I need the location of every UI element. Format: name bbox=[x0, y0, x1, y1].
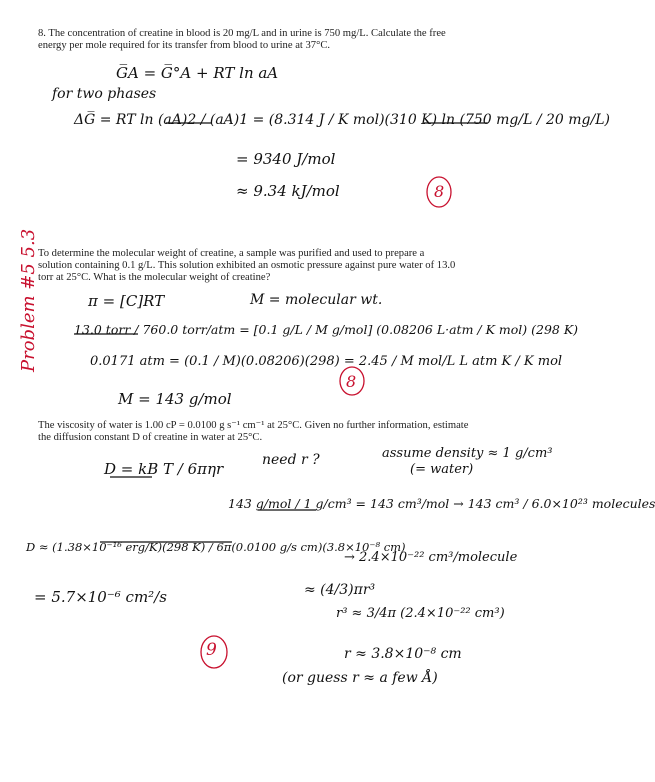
grade-circle-problem-8 bbox=[427, 177, 451, 207]
hw-10-stokes-einstein: D = kB T / 6πηr bbox=[104, 460, 224, 478]
hw-10-volume-per-molecule: → 2.4×10⁻²² cm³/molecule bbox=[344, 550, 518, 565]
problem-8-prompt-line2: energy per mole required for its transfer from blood to urine at 37°C. bbox=[38, 40, 331, 51]
hw-8-two-phases: for two phases bbox=[52, 86, 157, 102]
grade-circles bbox=[201, 177, 451, 668]
hw-9-setup-equation: 13.0 torr / 760.0 torr/atm = [0.1 g/L / M g/mol] (0.08206 L·atm / K mol) (298 K) bbox=[74, 322, 579, 337]
hw-10-diffusion-result: = 5.7×10⁻⁶ cm²/s bbox=[34, 588, 167, 606]
hw-9-molecular-weight-result: M = 143 g/mol bbox=[118, 390, 232, 408]
grade-circle-problem-9 bbox=[340, 367, 364, 395]
hw-10-need-r: need r ? bbox=[262, 452, 320, 468]
problem-9-prompt-line2: solution containing 0.1 g/L. This solution exhibited an osmotic pressure against pure water of 13.0 bbox=[38, 260, 456, 271]
hw-10-guess-radius: (or guess r ≈ a few Å) bbox=[282, 670, 438, 686]
hw-10-molar-volume: 143 g/mol / 1 g/cm³ = 143 cm³/mol → 143 cm³ / 6.0×10²³ molecules bbox=[228, 496, 655, 511]
problem-number-margin-label: Problem #5 5.3 bbox=[18, 228, 39, 372]
hw-10-diffusion-substitution: D ≈ (1.38×10⁻¹⁶ erg/K)(298 K) / 6π(0.0100 g/s cm)(3.8×10⁻⁸ cm) bbox=[26, 540, 406, 554]
hw-8-chemical-potential: G̅A = G̅°A + RT ln aA bbox=[116, 64, 279, 82]
problem-9-prompt-line1: To determine the molecular weight of creatine, a sample was purified and used to prepare a bbox=[38, 248, 425, 259]
problem-9-prompt-line3: torr at 25°C. What is the molecular weight of creatine? bbox=[38, 272, 271, 283]
hw-10-assume-density: assume density ≈ 1 g/cm³ bbox=[382, 446, 553, 461]
hw-8-delta-g-equation: ΔG̅ = RT ln (aA)2 / (aA)1 = (8.314 J / K mol)(310 K) ln (750 mg/L / 20 mg/L) bbox=[74, 112, 610, 128]
hw-9-osmotic-pressure: π = [C]RT bbox=[88, 292, 165, 310]
problem-10-prompt-line2: the diffusion constant D of creatine in water at 25°C. bbox=[38, 432, 263, 443]
problem-10-prompt-line1: The viscosity of water is 1.00 cP = 0.0100 g s⁻¹ cm⁻¹ at 25°C. Given no further information, estimate bbox=[38, 420, 469, 431]
hw-9-solve-equation: 0.0171 atm = (0.1 / M)(0.08206)(298) = 2.45 / M mol/L L atm K / K mol bbox=[90, 354, 563, 369]
fraction-bars bbox=[74, 123, 488, 542]
problem-8-prompt-line1: 8. The concentration of creatine in blood is 20 mg/L and in urine is 750 mg/L. Calculate the free bbox=[38, 28, 446, 39]
grade-score-problem-10: 9 bbox=[206, 640, 217, 660]
grade-score-problem-9: 8 bbox=[346, 372, 357, 391]
hw-10-sphere-volume: ≈ (4/3)πr³ bbox=[304, 582, 376, 598]
hw-10-r-cubed: r³ ≈ 3/4π (2.4×10⁻²² cm³) bbox=[336, 606, 505, 621]
hw-10-radius-result: r ≈ 3.8×10⁻⁸ cm bbox=[344, 646, 462, 662]
hw-8-result-kilojoules: ≈ 9.34 kJ/mol bbox=[236, 182, 340, 200]
grade-score-problem-8: 8 bbox=[434, 182, 445, 201]
hw-8-result-joules: = 9340 J/mol bbox=[236, 150, 336, 168]
hw-9-define-m: M = molecular wt. bbox=[250, 292, 383, 308]
hw-10-equals-water: (= water) bbox=[410, 462, 474, 477]
grade-circle-problem-10 bbox=[201, 636, 227, 668]
